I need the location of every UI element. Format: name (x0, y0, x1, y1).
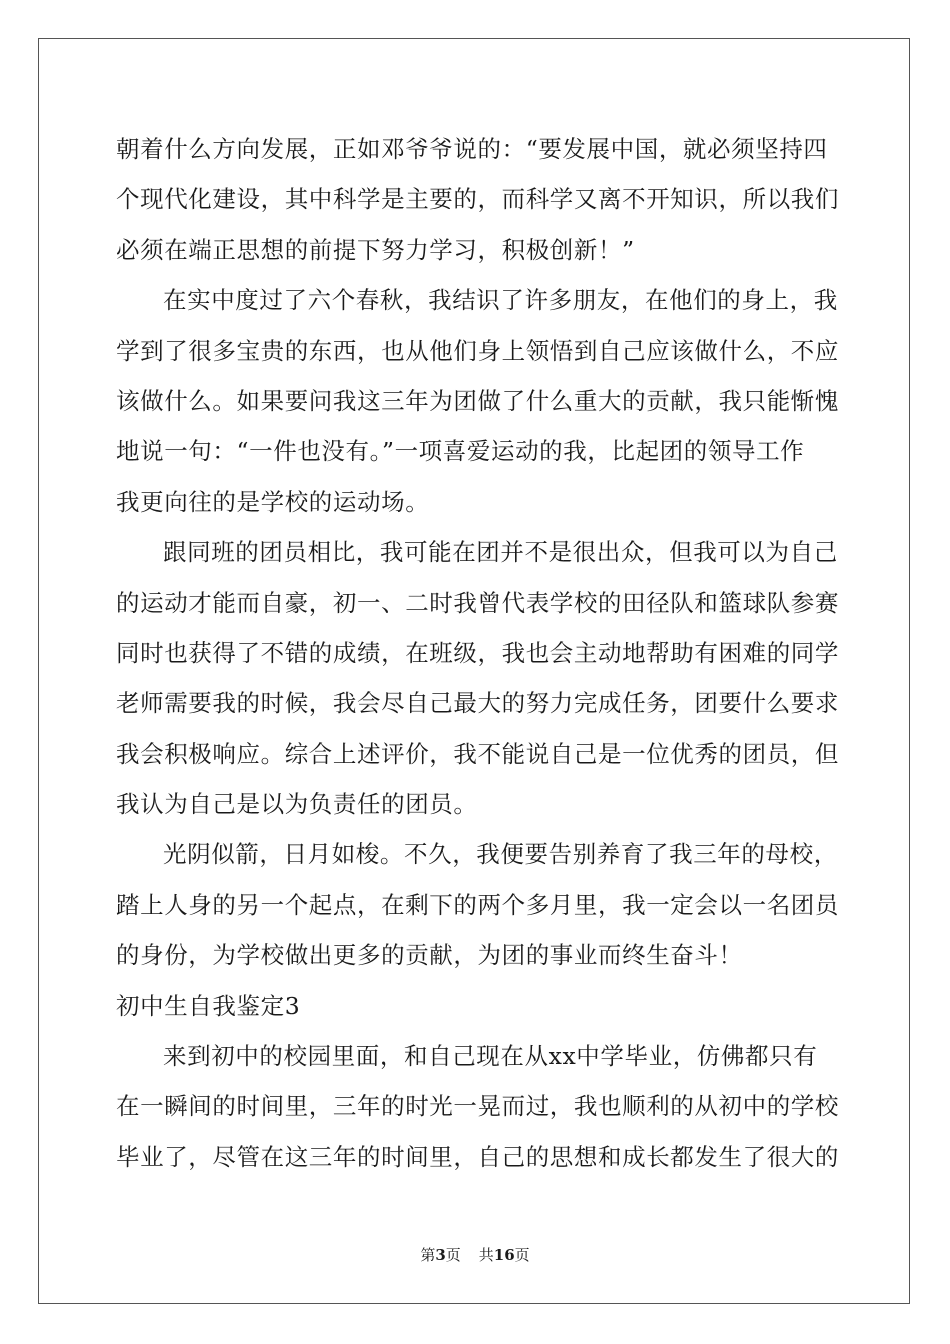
total-suffix: 页 (514, 1246, 530, 1264)
text-line: 个现代化建设，其中科学是主要的，而科学又离不开知识，所以我们 (116, 185, 839, 214)
total-pages: 16 (493, 1246, 515, 1264)
text-line: 的身份，为学校做出更多的贡献，为团的事业而终生奋斗！ (116, 941, 743, 970)
text-line: 我会积极响应。综合上述评价，我不能说自己是一位优秀的团员，但 (116, 739, 839, 768)
paragraph-start-line: 光阴似箭，日月如梭。不久，我便要告别养育了我三年的母校， (163, 840, 838, 869)
text-line: 在一瞬间的时间里，三年的时光一晃而过，我也顺利的从初中的学校 (116, 1092, 839, 1121)
text-line: 我更向往的是学校的运动场。 (116, 487, 430, 516)
text-line: 朝着什么方向发展，正如邓爷爷说的：“要发展中国，就必须坚持四 (116, 135, 828, 163)
paragraph-start-line: 跟同班的团员相比，我可能在团并不是很出众，但我可以为自己 (163, 538, 838, 567)
paragraph-start-line: 在实中度过了六个春秋，我结识了许多朋友，在他们的身上，我 (163, 286, 838, 315)
page-footer (0, 1244, 950, 1265)
text-line: 踏上人身的另一个起点，在剩下的两个多月里，我一定会以一名团员 (116, 890, 839, 919)
page-number: 3 (435, 1246, 446, 1264)
text-line: 必须在端正思想的前提下努力学习，积极创新！” (116, 235, 635, 264)
page-suffix: 页 (445, 1246, 461, 1264)
text-line: 该做什么。如果要问我这三年为团做了什么重大的贡献，我只能惭愧 (116, 386, 839, 415)
text-line: 地说一句：“一件也没有。”一项喜爱运动的我，比起团的领导工作 (116, 437, 805, 466)
text-line: 老师需要我的时候，我会尽自己最大的努力完成任务，团要什么要求 (116, 689, 839, 718)
paragraph-start-line: 来到初中的校园里面，和自己现在从xx中学毕业，仿佛都只有 (163, 1042, 818, 1071)
text-line: 我认为自己是以为负责任的团员。 (116, 790, 478, 819)
page-prefix: 第 (420, 1246, 436, 1264)
text-line: 同时也获得了不错的成绩，在班级，我也会主动地帮助有困难的同学 (116, 638, 839, 667)
text-line: 学到了很多宝贵的东西，也从他们身上领悟到自己应该做什么，不应 (116, 336, 839, 365)
text-line: 毕业了，尽管在这三年的时间里，自己的思想和成长都发生了很大的 (116, 1142, 839, 1171)
text-line: 的运动才能而自豪，初一、二时我曾代表学校的田径队和篮球队参赛 (116, 588, 839, 617)
document-body (116, 124, 839, 1182)
total-prefix: 共 (478, 1246, 494, 1264)
section-heading: 初中生自我鉴定3 (116, 991, 301, 1020)
